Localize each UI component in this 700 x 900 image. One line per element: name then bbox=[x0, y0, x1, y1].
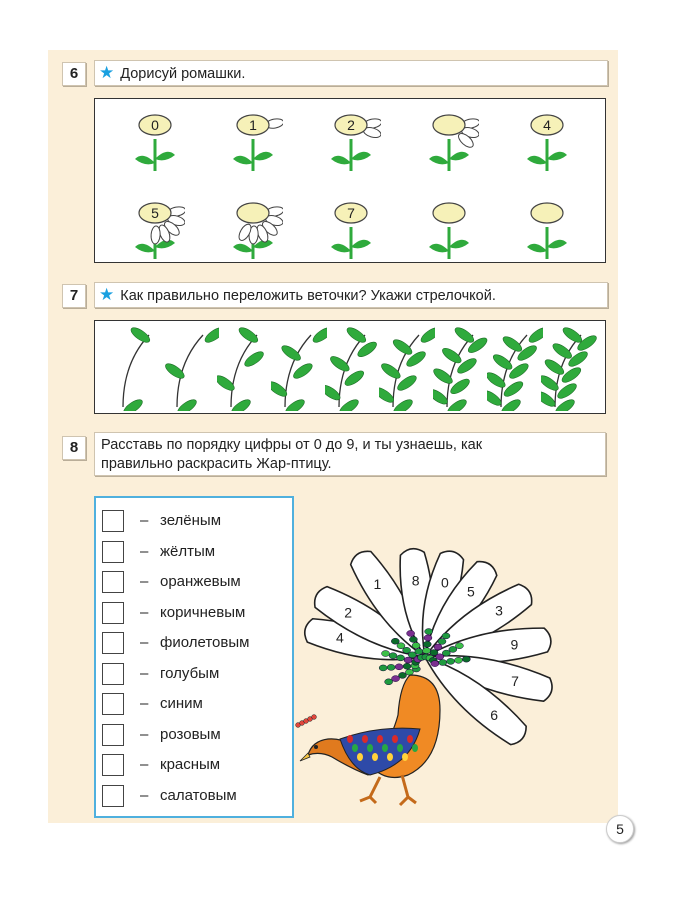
task-7-text: Как правильно переложить веточки? Укажи стрелочкой. bbox=[120, 288, 496, 304]
color-label: голубым bbox=[160, 664, 220, 682]
answer-box[interactable] bbox=[102, 632, 124, 654]
color-label: жёлтым bbox=[160, 542, 216, 560]
color-list bbox=[94, 496, 294, 818]
daisy bbox=[321, 109, 381, 189]
dash: – bbox=[140, 786, 149, 804]
color-row bbox=[102, 785, 282, 807]
daisy-number: 2 bbox=[347, 117, 355, 133]
feather-number: 4 bbox=[336, 629, 344, 646]
task-6-header bbox=[94, 60, 608, 86]
dash: – bbox=[140, 725, 149, 743]
branch bbox=[271, 323, 327, 411]
dash: – bbox=[140, 512, 149, 529]
task-7-header bbox=[94, 282, 608, 308]
firebird-illustration bbox=[290, 525, 620, 825]
branch bbox=[379, 323, 435, 411]
color-row bbox=[102, 724, 282, 746]
daisy bbox=[125, 197, 185, 277]
answer-box[interactable] bbox=[102, 785, 124, 807]
dash: – bbox=[140, 756, 149, 773]
task-8-header bbox=[94, 432, 606, 476]
branch bbox=[433, 323, 489, 411]
daisy bbox=[223, 197, 283, 277]
color-row bbox=[102, 541, 282, 563]
daisy-number: 0 bbox=[151, 117, 159, 133]
color-row bbox=[102, 602, 282, 624]
dash: – bbox=[140, 695, 149, 712]
dash: – bbox=[140, 634, 149, 651]
daisy-number: 7 bbox=[347, 205, 355, 221]
daisy bbox=[125, 109, 185, 189]
color-label: салатовым bbox=[160, 786, 237, 804]
answer-box[interactable] bbox=[102, 663, 124, 685]
answer-box[interactable] bbox=[102, 602, 124, 624]
color-row bbox=[102, 632, 282, 654]
color-label: синим bbox=[160, 695, 203, 712]
answer-box[interactable] bbox=[102, 724, 124, 746]
daisy bbox=[517, 197, 577, 277]
branch bbox=[217, 323, 273, 411]
feather-number: 0 bbox=[441, 574, 449, 591]
color-label: оранжевым bbox=[160, 573, 241, 590]
branch bbox=[487, 323, 543, 411]
color-row bbox=[102, 571, 282, 593]
task-8-text-line2: правильно раскрасить Жар-птицу. bbox=[101, 456, 332, 472]
daisy bbox=[419, 109, 479, 189]
feather-number: 3 bbox=[495, 602, 503, 619]
branch bbox=[109, 323, 165, 411]
feather-number: 8 bbox=[411, 572, 420, 589]
dash: – bbox=[140, 542, 149, 560]
star-icon: ★ bbox=[99, 63, 115, 82]
feather-number: 9 bbox=[510, 636, 519, 653]
page-number: 5 bbox=[606, 815, 634, 843]
answer-box[interactable] bbox=[102, 571, 124, 593]
daisy-number: 4 bbox=[543, 117, 551, 133]
daisy-panel bbox=[94, 98, 606, 263]
color-label: коричневым bbox=[160, 603, 246, 621]
branch-panel bbox=[94, 320, 606, 414]
dash: – bbox=[140, 573, 149, 590]
daisy bbox=[517, 109, 577, 189]
task-6-number: 6 bbox=[62, 62, 86, 86]
task-8-number: 8 bbox=[62, 436, 86, 460]
feather-number: 2 bbox=[344, 604, 352, 621]
color-label: красным bbox=[160, 756, 221, 773]
star-icon: ★ bbox=[99, 285, 115, 304]
branch bbox=[541, 323, 597, 411]
daisy bbox=[223, 109, 283, 189]
branch bbox=[325, 323, 381, 411]
dash: – bbox=[140, 603, 149, 621]
color-row bbox=[102, 510, 282, 532]
color-row bbox=[102, 754, 282, 776]
task-7-number: 7 bbox=[62, 284, 86, 308]
feather-number: 1 bbox=[373, 575, 382, 592]
color-label: зелёным bbox=[160, 512, 222, 529]
color-row bbox=[102, 663, 282, 685]
feather-number: 5 bbox=[466, 583, 475, 600]
task-6-text: Дорисуй ромашки. bbox=[120, 66, 246, 82]
branch bbox=[163, 323, 219, 411]
answer-box[interactable] bbox=[102, 693, 124, 715]
answer-box[interactable] bbox=[102, 754, 124, 776]
daisy-number: 5 bbox=[151, 205, 159, 221]
dash: – bbox=[140, 664, 149, 682]
feather-number: 6 bbox=[490, 707, 499, 724]
color-label: фиолетовым bbox=[160, 634, 250, 651]
color-label: розовым bbox=[160, 725, 221, 743]
task-8-text-line1: Расставь по порядку цифры от 0 до 9, и ты узнаешь, как bbox=[101, 437, 483, 453]
daisy-number: 1 bbox=[249, 117, 257, 133]
answer-box[interactable] bbox=[102, 510, 124, 532]
feather-number: 7 bbox=[511, 673, 519, 690]
daisy bbox=[419, 197, 479, 277]
daisy bbox=[321, 197, 381, 277]
answer-box[interactable] bbox=[102, 541, 124, 563]
color-row bbox=[102, 693, 282, 715]
